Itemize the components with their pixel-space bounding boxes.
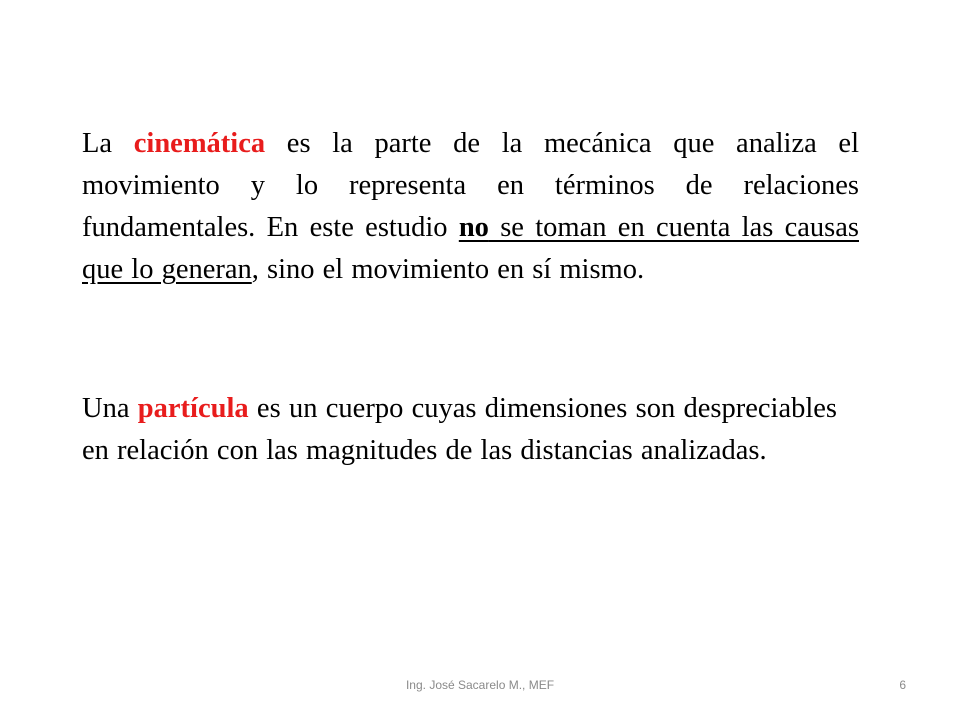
underlined-bold-no: no [458,212,489,243]
para1-text-start: La [82,128,134,159]
cinematica-definition-paragraph [82,123,859,291]
slide-number: 6 [899,678,906,692]
keyword-cinematica: cinemática [133,128,266,159]
particula-definition-paragraph [82,388,837,472]
keyword-particula: partícula [137,393,249,424]
para1-text-end: , sino el movimiento en sí mismo. [251,254,645,285]
underlined-rest: se toman en cuenta las causas que lo generan [82,212,859,285]
para2-text-start: Una [82,393,138,424]
para2-text-end: es un cuerpo cuyas dimensiones son despreciables en relación con las magnitudes de las distancias analizadas. [82,393,837,466]
para1-text-middle: es la parte de la mecánica que analiza el movimiento y lo representa en términos de relaciones fundamentales. En este estudio [82,128,859,243]
footer-author: Ing. José Sacarelo M., MEF [405,678,555,692]
